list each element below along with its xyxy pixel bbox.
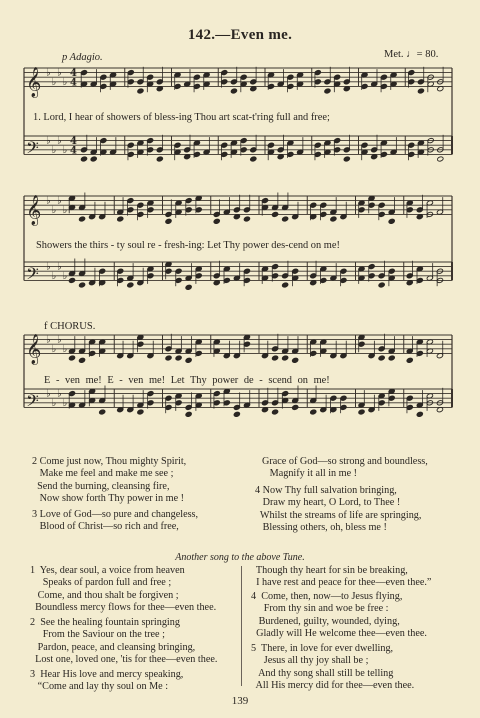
alt-stanza-4: 4 Come, then, now—to Jesus flying, From thy sin and woe be free : Burdened, guilty, wounded, dying, Gladly will He welcome thee—even thee.: [251, 591, 427, 639]
lyrics-chorus: E - ven me! E - ven me! Let Thy power de - scend on me!: [44, 375, 330, 386]
bass-clef: 𝄢: [26, 263, 39, 288]
verse-4: 4 Now Thy full salvation bringing, Draw my heart, O Lord, to Thee ! Whilst the streams of life are springing, Blessing others, oh, bless me !: [255, 485, 422, 533]
hymn-title: 142.—Even me.: [187, 27, 293, 43]
svg-text:♭: ♭: [62, 76, 68, 88]
svg-text:♭: ♭: [51, 397, 57, 409]
svg-text:♭: ♭: [57, 67, 62, 79]
svg-text:♭: ♭: [57, 261, 62, 273]
verse-3: 3 Love of God—so pure and changeless, Blood of Christ—so rich and free,: [32, 509, 199, 533]
alt-stanza-2: 2 See the healing fountain springing From the Saviour on the tree ; Pardon, peace, and cleansing bringing, Lost one, loved one, 'tis for thee—even thee.: [30, 617, 218, 665]
alt-stanza-3-continued: Though thy heart for sin be breaking, I have rest and peace for thee—even thee.”: [255, 565, 432, 589]
svg-text:♭: ♭: [46, 195, 51, 207]
svg-text:♭: ♭: [62, 343, 68, 355]
treble-clef: 𝄞: [26, 67, 42, 98]
verse-3-continued: Grace of God—so strong and boundless, Magnify it all in me !: [262, 456, 428, 480]
svg-text:♭: ♭: [51, 76, 57, 88]
svg-text:♭: ♭: [51, 144, 57, 156]
alt-stanza-5: 5 There, in love for ever dwelling, Jesus all thy joy shall be ; And thy song shall still be telling All His mercy did for thee—even thee.: [251, 643, 415, 691]
svg-text:♭: ♭: [46, 135, 51, 147]
svg-text:♭: ♭: [46, 67, 51, 79]
svg-text:♭: ♭: [57, 195, 62, 207]
lyrics-system-1: 1. Lord, I hear of showers of bless-ing Thou art scat-t'ring full and free;: [33, 112, 330, 123]
svg-text:♭: ♭: [62, 204, 68, 216]
svg-text:♭: ♭: [62, 270, 68, 282]
lyrics-system-2: Showers the thirs - ty soul re - fresh-ing: Let Thy power des-cend on me!: [36, 240, 340, 251]
column-divider: [241, 566, 242, 686]
svg-text:4: 4: [70, 77, 77, 89]
treble-clef: 𝄞: [26, 195, 42, 226]
page-number: 139: [231, 695, 249, 707]
svg-text:4: 4: [70, 145, 77, 157]
tempo-marking: p Adagio.: [62, 52, 103, 63]
svg-text:♭: ♭: [51, 270, 57, 282]
bass-clef: 𝄢: [26, 137, 39, 162]
another-song-heading: Another song to the above Tune.: [175, 552, 305, 563]
svg-text:♭: ♭: [51, 204, 57, 216]
chorus-marking: f CHORUS.: [44, 321, 96, 332]
svg-text:4: 4: [70, 68, 77, 80]
svg-text:♭: ♭: [57, 334, 62, 346]
svg-text:♭: ♭: [46, 334, 51, 346]
svg-text:♭: ♭: [46, 388, 51, 400]
svg-text:♭: ♭: [51, 343, 57, 355]
verse-2: 2 Come just now, Thou mighty Spirit, Make me feel and make me see ; Send the burning, cleansing fire, Now show forth Thy power in me !: [32, 456, 187, 504]
metronome-marking: Met. ♩= 80.: [384, 49, 439, 60]
svg-text:♭: ♭: [62, 144, 68, 156]
svg-text:♭: ♭: [46, 261, 51, 273]
svg-text:4: 4: [70, 136, 77, 148]
svg-text:♭: ♭: [57, 135, 62, 147]
alt-stanza-3: 3 Hear His love and mercy speaking, “Come and lay thy soul on Me :: [30, 669, 184, 693]
bass-clef: 𝄢: [26, 390, 39, 415]
svg-text:♭: ♭: [57, 388, 62, 400]
svg-text:♭: ♭: [62, 397, 68, 409]
alt-stanza-1: 1 Yes, dear soul, a voice from heaven Speaks of pardon full and free ; Come, and thou shalt be forgiven ; Boundless mercy flows for thee—even thee.: [30, 565, 217, 613]
treble-clef: 𝄞: [26, 334, 42, 365]
